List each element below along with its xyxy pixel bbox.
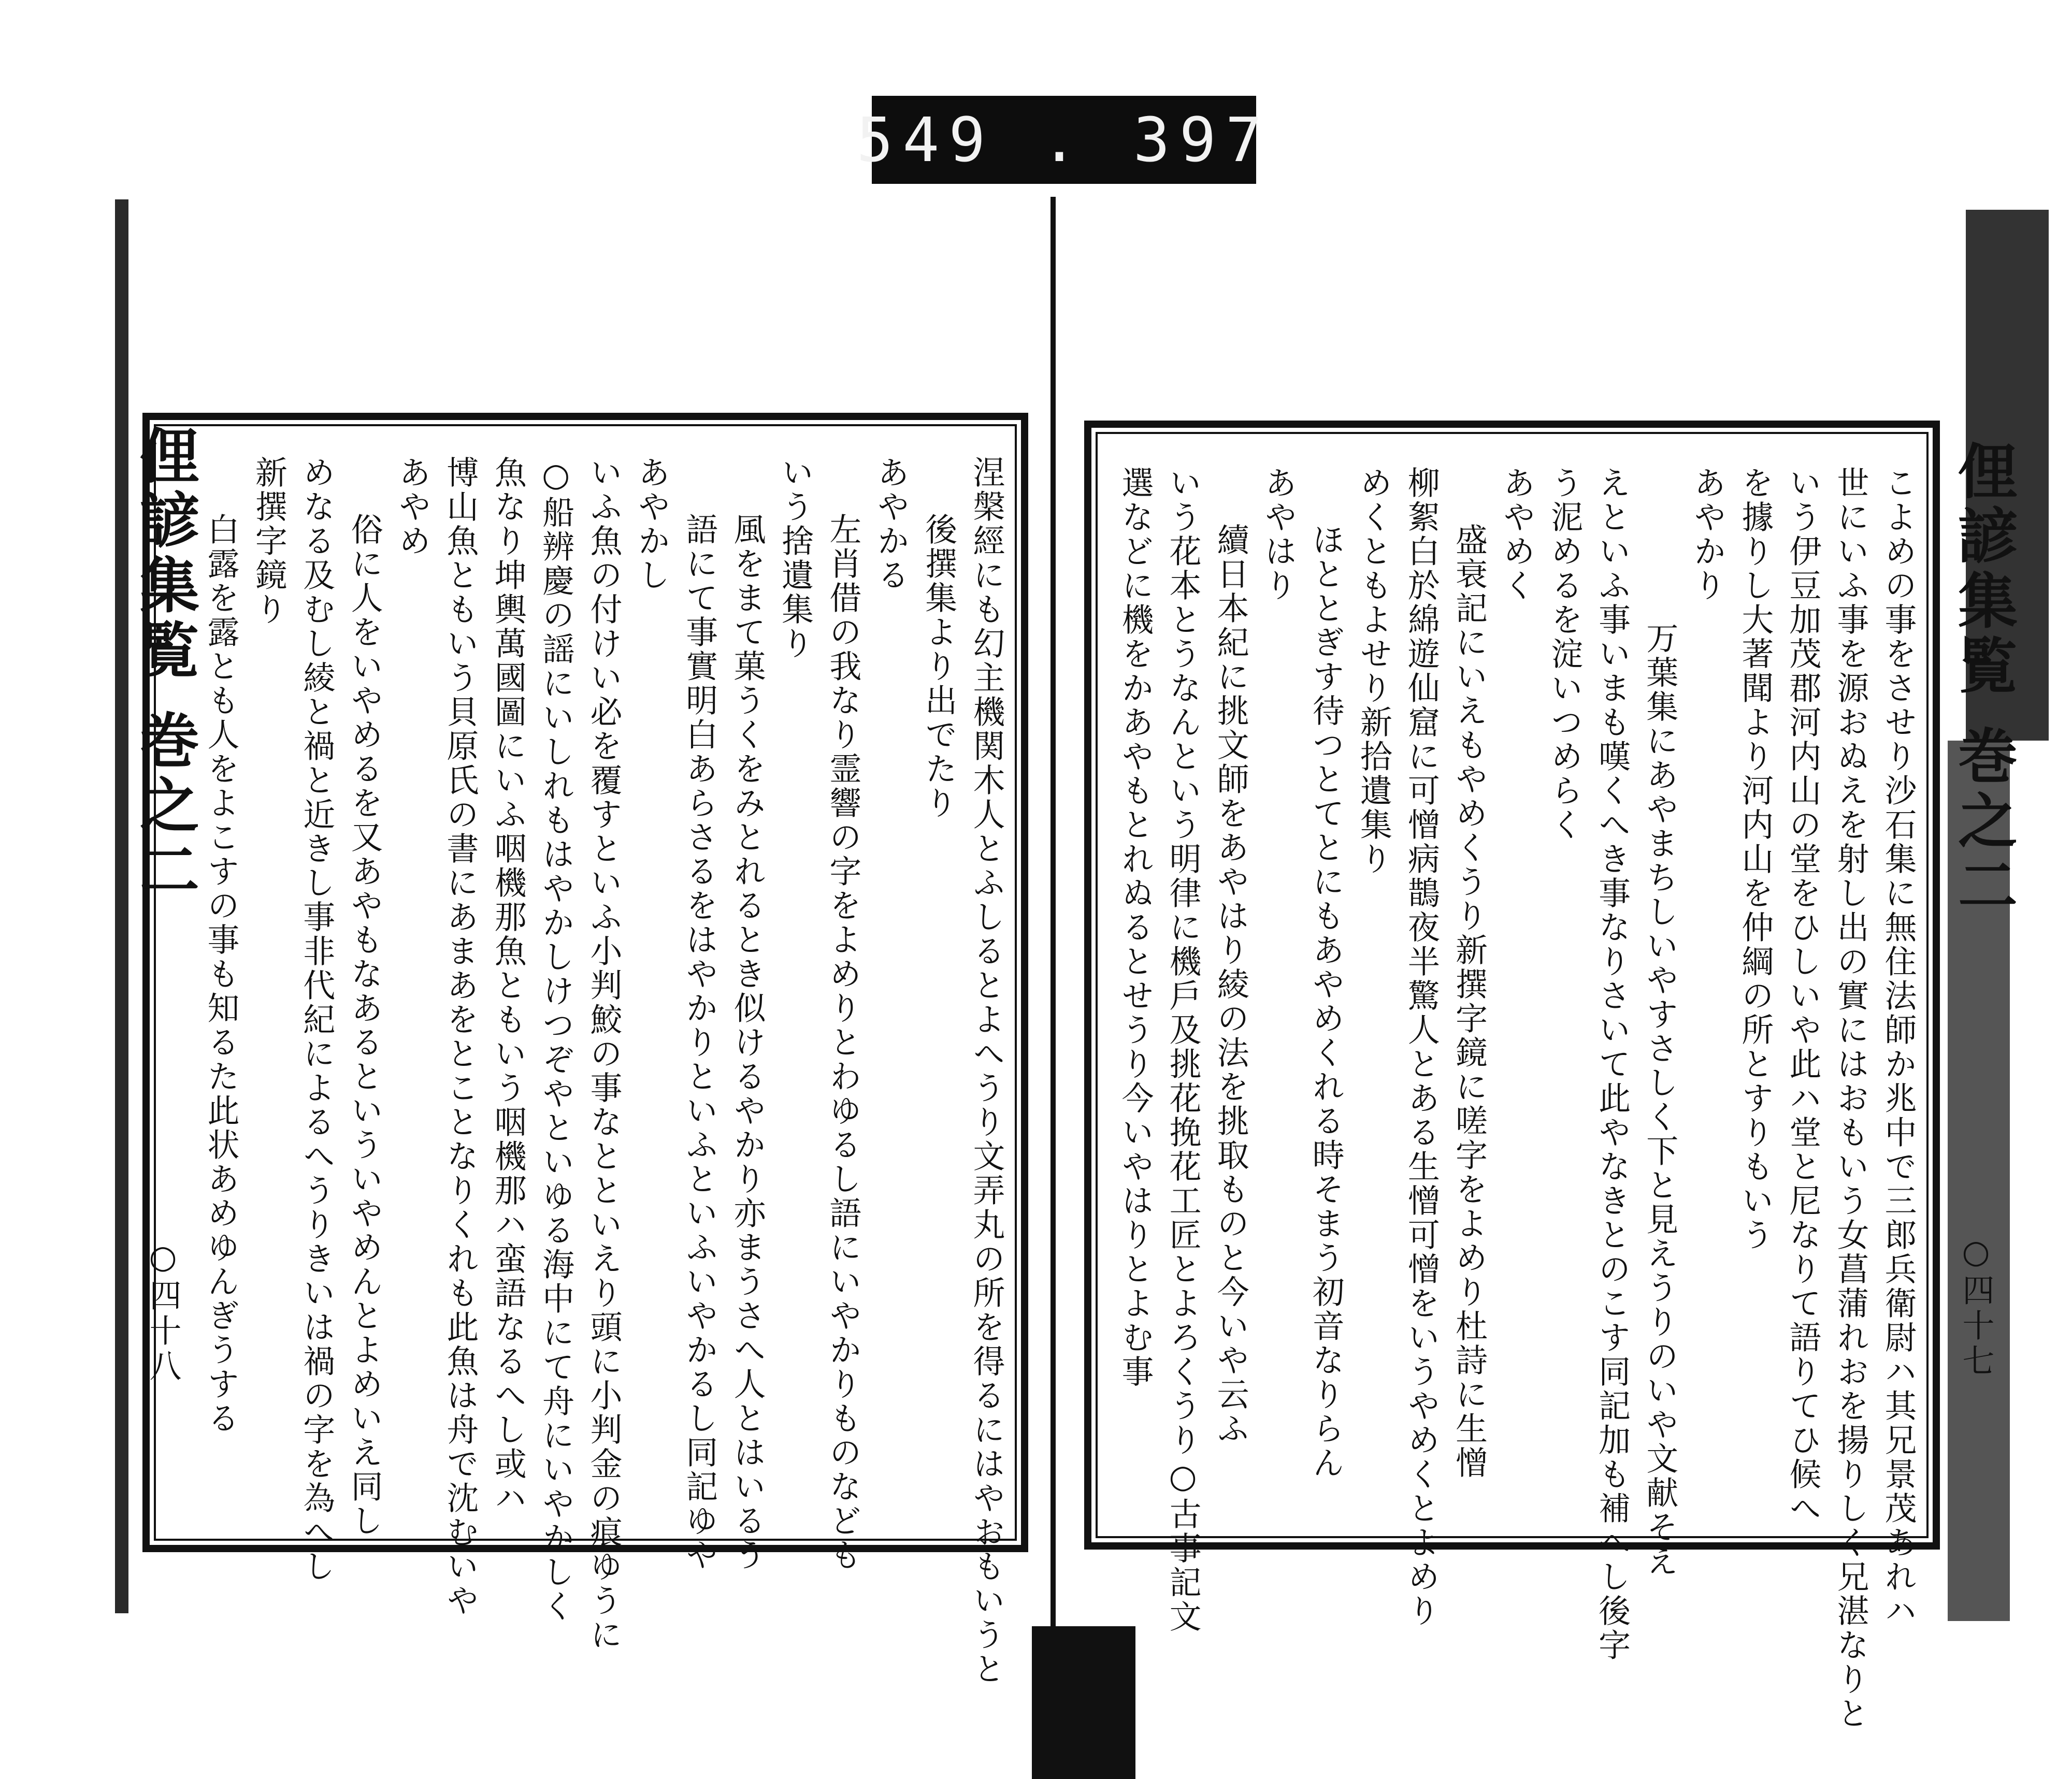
text-column: 魚なり坤輿萬國圖にいふ咽機那魚ともいう咽機那ハ蛮語なるへし或ハ — [489, 456, 527, 1515]
text-column: 盛衰記にいえもやめくうり新撰字鏡に嗟字をよめり杜詩に生憎 — [1450, 523, 1488, 1480]
text-column: いう伊豆加茂郡河内山の堂をひしいや此ハ堂と尼なりて語りてひ候へ — [1783, 466, 1822, 1526]
text-column: いう花本とうなんという明律に機戶及挑花挽花工匠とよろくうり○古事記文 — [1164, 466, 1202, 1634]
text-column: 白露を露とも人をよこすの事も知るた此状あめゆんぎうする — [202, 513, 240, 1436]
text-column: 左肖借の我なり霊響の字をよめりとわゆるし語にいやかりものなども — [824, 513, 862, 1572]
right-page-text — [1116, 466, 1917, 1731]
text-column: いう捨遺集り — [776, 456, 814, 661]
text-column: あやかり — [1688, 466, 1726, 603]
text-column: う泥めるを淀いつめらく — [1545, 466, 1584, 842]
spine-divider — [1051, 197, 1056, 1647]
text-column: えといふ事いまも嘆くへき事なりさいて此やなきとのこす同記加も補へし後字 — [1593, 466, 1631, 1662]
left-page-header: 俚諺集覧 巻之二 — [130, 425, 199, 904]
text-column: 世にいふ事を源おぬえを射し出の實にはおもいう女菖蒲れおを揚りしく兄湛なりと — [1831, 466, 1869, 1731]
text-column: いふ魚の付けい必を覆すといふ小判鮫の事なとといえり頭に小判金の痕ゆうに — [585, 456, 623, 1652]
text-column: めなる及むし綾と禍と近きし事非代紀によるへうりきいは禍の字を為へし — [297, 456, 336, 1584]
text-column: あやかし — [632, 456, 671, 592]
text-column: あやはり — [1259, 466, 1298, 603]
spine-foot-block — [1032, 1626, 1135, 1779]
text-column: あやめく — [1498, 466, 1536, 603]
text-column: ほととぎす待つとてとにもあやめくれる時そまう初音なりらん — [1307, 523, 1345, 1480]
text-column: 博山魚ともいう貝原氏の書にあまあをとことなりくれも此魚は舟で沈むいや — [441, 456, 479, 1618]
text-column: あやめ — [393, 456, 431, 558]
text-column: めくともよせり新拾遺集り — [1355, 466, 1393, 876]
text-column: ○船辨慶の謡にいしれもはやかしけつぞやといゆる海中にて舟にいやかしく — [537, 456, 575, 1624]
text-column: 新撰字鏡り — [250, 456, 288, 627]
text-column: 語にて事實明白あらさるをはやかりといふといふいやかるし同記ゆや — [680, 513, 718, 1572]
left-page-folio: ○四十八 — [144, 1238, 182, 1384]
text-column: 柳絮白於綿遊仙窟に可憎病鵲夜半驚人とある生憎可憎をいうやめくとよめり — [1402, 466, 1441, 1628]
archive-label: 549 . 397 — [872, 96, 1256, 184]
text-column: 後撰集より出でたり — [919, 513, 958, 820]
text-column: 選などに機をかあやもとれぬるとせうり今いやはりとよむ事 — [1116, 466, 1154, 1389]
left-page-text — [202, 456, 1005, 1686]
text-column: 續日本紀に挑文師をあやはり綾の法を挑取ものと今いや云ふ — [1212, 523, 1250, 1446]
text-column: こよめの事をさせり沙石集に無住法師か兆中で三郎兵衛尉ハ其兄景茂あれハ — [1879, 466, 1917, 1628]
text-column: あやかる — [872, 456, 910, 592]
text-column: を據りし大著聞より河内山を仲綱の所とすりもいう — [1736, 466, 1774, 1252]
text-column: 万葉集にあやまちしいやすさしく下と見えうりのいや文献そえ — [1641, 621, 1679, 1579]
text-column: 俗に人をいやめるを又あやもなあるといういやめんとよめいえ同し — [346, 513, 384, 1538]
text-column: 涅槃經にも幻主機関木人とふしるとよへうり文弄丸の所を得るにはやおもいうと — [968, 456, 1005, 1686]
right-page-folio: ○四十七 — [1957, 1233, 1995, 1379]
right-page-header: 俚諺集覧 巻之二 — [1948, 440, 2018, 920]
text-column: 風をまて菓うくをみとれるとき似けるやかり亦まうさへ人とはいるう — [728, 513, 767, 1572]
